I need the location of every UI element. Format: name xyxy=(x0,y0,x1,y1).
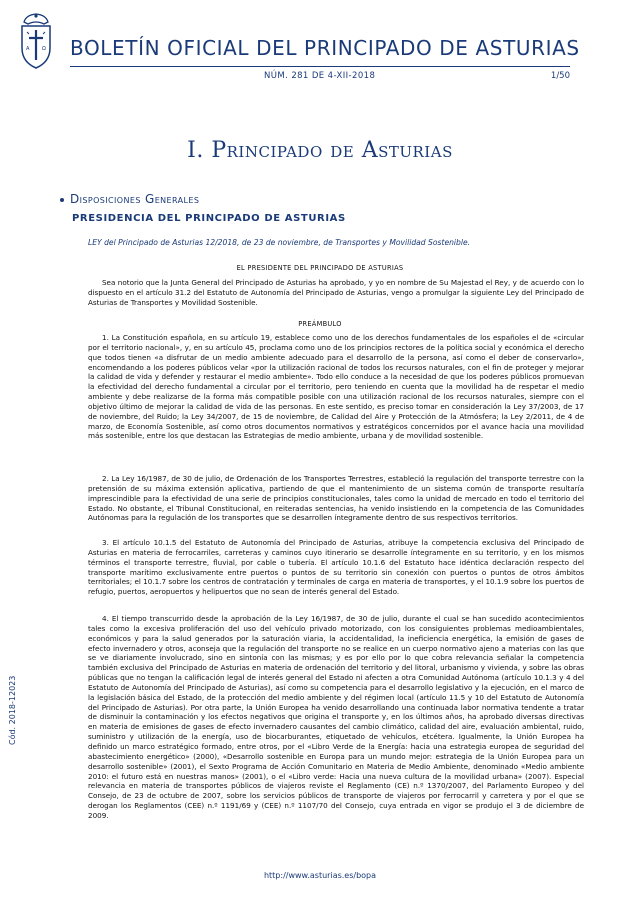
section-title: I. Principado de Asturias xyxy=(187,138,453,163)
paragraph-3: 3. El artículo 10.1.5 del Estatuto de Autonomía del Principado de Asturias, atribuye la competencia exclusiva del Principado de Asturias en materia de ferrocarriles, carreteras y caminos cuyo itinerario se desarrolle íntegramente en su territorio, y en los mismos términos el transporte terrestre, fluvial, por cable o tubería. El artículo 10.1.6 del Estatuto hace idéntica declaración respecto del transporte marítimo exclusivamente entre puertos o puntos de su territorio sin conexión con puertos o puntos de otros ámbitos territoriales; el 10.1.7 sobre los centros de contratación y terminales de carga en materia de transportes, y el 10.1.9 sobre los puertos de refugio, puertos, aeropuertos y helipuertos que no sean de interés general del Estado. xyxy=(88,538,584,597)
issue-number: NÚM. 281 DE 4-XII-2018 xyxy=(264,71,376,81)
page-number: 1/50 xyxy=(550,71,570,81)
svg-text:A: A xyxy=(26,46,30,52)
header-rule xyxy=(70,66,570,67)
law-title: LEY del Principado de Asturias 12/2018, de 23 de noviembre, de Transportes y Movilidad Sostenible. xyxy=(88,238,471,247)
svg-text:Ω: Ω xyxy=(42,46,46,52)
organization-heading: PRESIDENCIA DEL PRINCIPADO DE ASTURIAS xyxy=(72,213,346,224)
president-heading: EL PRESIDENTE DEL PRINCIPADO DE ASTURIAS xyxy=(236,264,404,272)
subsection-heading xyxy=(60,192,199,206)
bullet-icon xyxy=(60,198,64,202)
paragraph-4: 4. El tiempo transcurrido desde la aprobación de la Ley 16/1987, de 30 de julio, durante el cual se han sucedido acontecimientos tales como la excesiva proliferación del uso del vehículo privado motorizado, con los consiguientes problemas medioambientales, económicos y para la salud generados por la saturación viaria, la accidentalidad, la ineficiencia energética, la emisión de gases de efecto invernadero y otros, aconseja que la regulación del transporte no se realice en un cuerpo normativo ajeno a materias con las que se ve diariamente involucrado, sino en sintonía con las mismas; y es por ello por lo que cobra relevancia señalar la competencia también exclusiva del Principado de Asturias en materia de ordenación del territorio y del litoral, urbanismo y vivienda, y sobre las obras públicas que no tengan la calificación legal de interés general del Estado ni afecten a otra Comunidad Autónoma (artículo 10.1.3 y 4 del Estatuto de Autonomía del Principado de Asturias), así como su competencia para el desarrollo legislativo y la ejecución, en el marco de la legislación básica del Estado, de la protección del medio ambiente y del régimen local (artículo 11.5 y 10 del Estatuto de Autonomía del Principado de Asturias). Por otra parte, la Unión Europea ha venido desarrollando una continuada labor normativa tendente a tratar de disminuir la contaminación y los efectos negativos que origina el transporte y, en los últimos años, ha aprobado diversas directivas en materia de emisiones de gases de efecto invernadero causantes del cambio climático, calidad del aire, evaluación ambiental, ruido, suministro y utilización de la energía, uso de biocarburantes, etiquetado de vehículos, etcétera. Igualmente, la Unión Europea ha definido un marco estratégico formado, entre otros, por el «Libro Verde de la Energía: hacia una estrategia europea de seguridad del abastecimiento energético» (2000), «Desarrollo sostenible en Europa para un mundo mejor: estrategia de la Unión Europea para un desarrollo sostenible» (2001), el Sexto Programa de Acción Comunitario en Materia de Medio Ambiente, denominado «Medio ambiente 2010: el futuro está en nuestras manos» (2001), o el «Libro verde: Hacia una nueva cultura de la movilidad urbana» (2007). Especial relevancia en materia de transportes públicos de viajeros reviste el Reglamento (CE) n.º 1370/2007, del Parlamento Europeo y del Consejo, de 23 de octubre de 2007, sobre los servicios públicos de transporte de viajeros por ferrocarril y carretera y por el que se derogan los Reglamentos (CEE) n.º 1191/69 y (CEE) n.º 1107/70 del Consejo, cuya entrada en vigor se produjo el 3 de diciembre de 2009. xyxy=(88,614,584,820)
document-code: Cód. 2018-12023 xyxy=(8,675,17,745)
publication-title: BOLETÍN OFICIAL DEL PRINCIPADO DE ASTURIAS xyxy=(70,36,580,60)
footer-url-link[interactable]: http://www.asturias.es/bopa xyxy=(263,871,377,880)
asturias-coat-of-arms-icon xyxy=(14,12,58,70)
preamble-heading: PREÁMBULO xyxy=(298,320,342,328)
paragraph-1: 1. La Constitución española, en su artículo 19, establece como uno de los derechos fundamentales de los españoles el de «circular por el territorio nacional», y, en su artículo 45, proclama como uno de los principios rectores de la política social y económica el derecho que todos tienen «a disfrutar de un medio ambiente adecuado para el desarrollo de la persona, así como el deber de conservarlo», encomendando a los poderes públicos velar «por la utilización racional de todos los recursos naturales, con el fin de proteger y mejorar la calidad de vida y defender y restaurar el medio ambiente». Todo ello conduce a la necesidad de que los poderes públicos promuevan la efectividad del derecho fundamental a circular por el territorio, pero teniendo en cuenta que la movilidad ha de respetar el medio ambiente y debe realizarse de la forma más compatible posible con una utilización racional de los recursos naturales, siempre con el objetivo último de mejorar la calidad de vida de las personas. En este sentido, es preciso tomar en consideración la Ley 37/2003, de 17 de noviembre, del Ruido; la Ley 34/2007, de 15 de noviembre, de Calidad del Aire y Protección de la Atmósfera; la Ley 2/2011, de 4 de marzo, de Economía Sostenible, así como otros documentos normativos y estratégicos concernidos por el avance hacia una movilidad más sostenible, entre los que destacan las Estrategias de medio ambiente, urbana y de movilidad sostenible. xyxy=(88,333,584,441)
intro-paragraph: Sea notorio que la Junta General del Principado de Asturias ha aprobado, y yo en nombre de Su Majestad el Rey, y de acuerdo con lo dispuesto en el artículo 31.2 del Estatuto de Autonomía del Principado de Asturias, vengo a promulgar la siguiente Ley del Principado de Asturias de Transportes y Movilidad Sostenible. xyxy=(88,278,584,307)
subsection-label: Disposiciones Generales xyxy=(70,192,200,206)
paragraph-2: 2. La Ley 16/1987, de 30 de julio, de Ordenación de los Transportes Terrestres, estableció la regulación del transporte terrestre con la pretensión de su máxima extensión aplicativa, partiendo de que el mantenimiento de un sistema común de transporte resultaría imprescindible para la efectividad de una serie de principios constitucionales, tales como la unidad de mercado en todo el territorio del Estado. No obstante, el Tribunal Constitucional, en reiteradas sentencias, ha venido insistiendo en la competencia de las Comunidades Autónomas para la regulación de los transportes que se desarrollen íntegramente dentro de sus respectivos territorios. xyxy=(88,474,584,523)
